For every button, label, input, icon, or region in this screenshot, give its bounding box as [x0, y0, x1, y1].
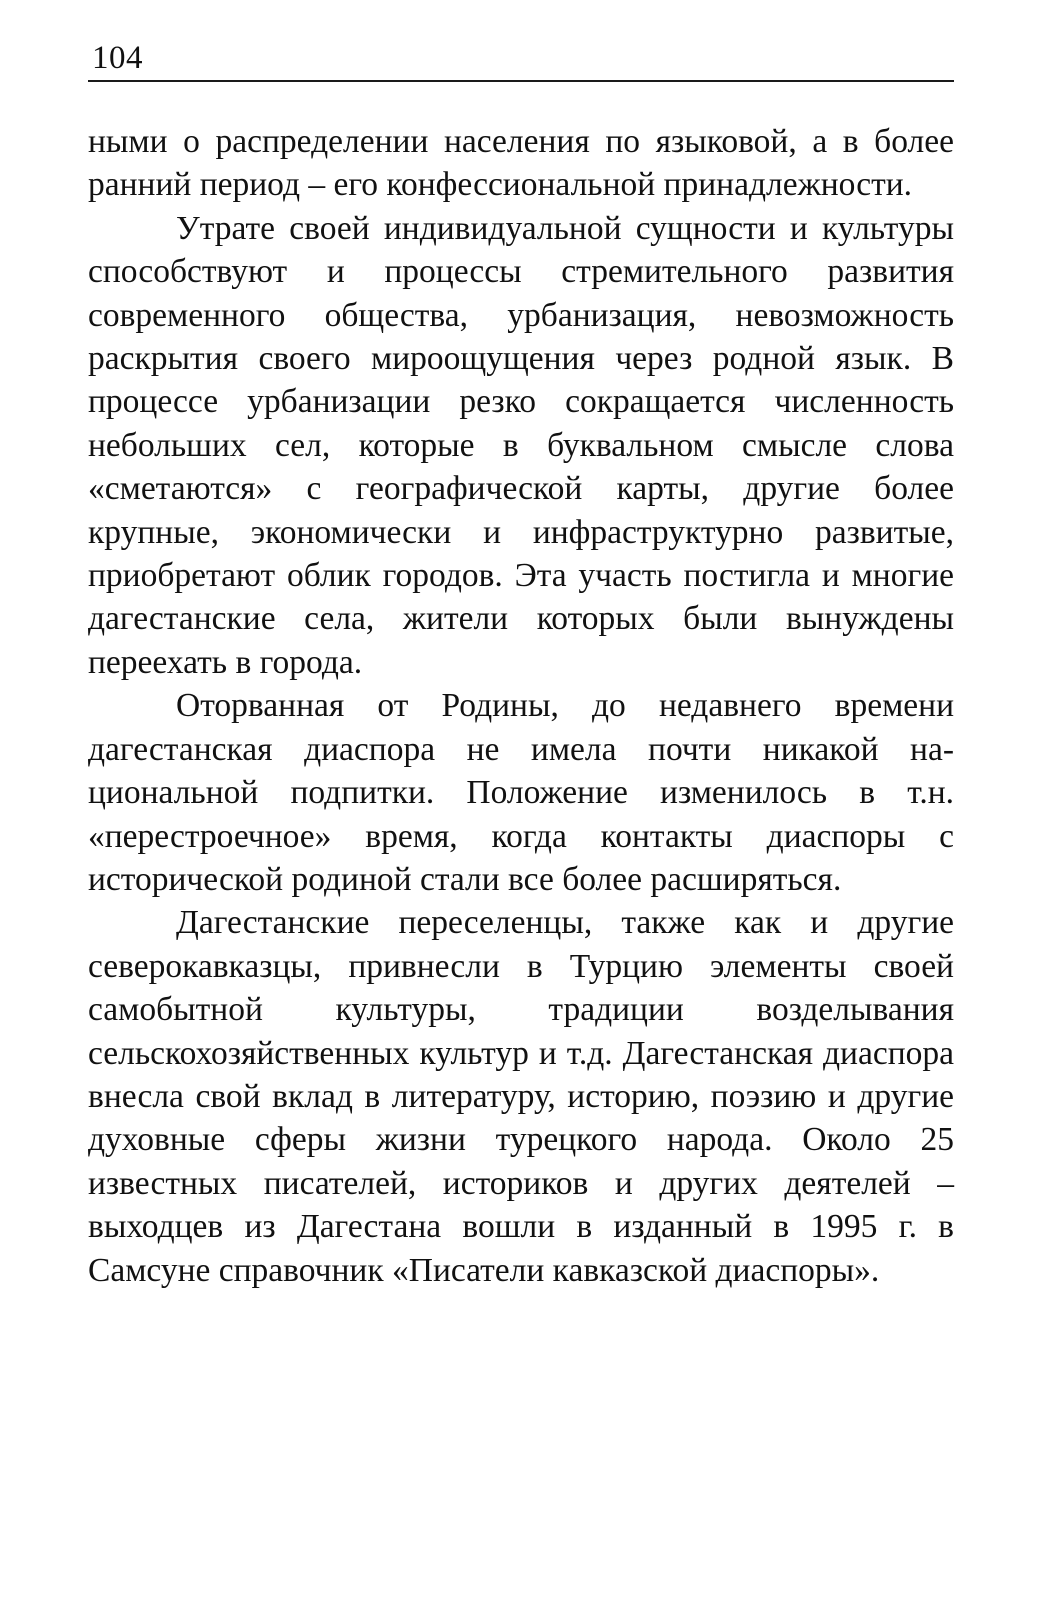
paragraph: Утрате своей индивидуальной сущности и культуры способствуют и процессы стремительного развития современного общества, урбанизация, невозможность раскрытия своего мироощущения через родной язык. В процессе урбанизации резко сокращается численность небольших сел, которые в буквальном смысле слова «сметаются» с географической карты, другие более крупные, экономически и инфраструктурно развитые, приобретают облик городов. Эта участь постигла и многие дагестанские села, жители которых были вынуждены переехать в города.	[88, 209, 954, 681]
paragraph: Оторванная от Родины, до недавнего времени дагестанская диаспора не имела почти никакой национальной подпитки. Положение изменилось в т.н. «перестроечное» время, когда контакты диаспоры с исторической родиной стали все более расширяться.	[88, 687, 954, 898]
body-text	[88, 120, 954, 1292]
page-header	[88, 34, 954, 82]
paragraph-continued: ными о распределении населения по языковой, а в более ранний период – его конфессиональной принадлежности.	[88, 123, 954, 204]
page-number: 104	[92, 40, 143, 76]
paragraph: Дагестанские переселенцы, также как и другие северокавказцы, привнесли в Турцию элементы своей самобытной культуры, традиции возделывания сельскохозяйственных культур и т.д. Дагестанская диаспора внесла свой вклад в литературу, историю, поэзию и другие духовные сферы жизни турецкого народа. Около 25 известных писателей, историков и других деятелей – выходцев из Дагестана вошли в изданный в 1995 г. в Самсуне справочник «Писатели кавказской диаспоры».	[88, 904, 954, 1289]
